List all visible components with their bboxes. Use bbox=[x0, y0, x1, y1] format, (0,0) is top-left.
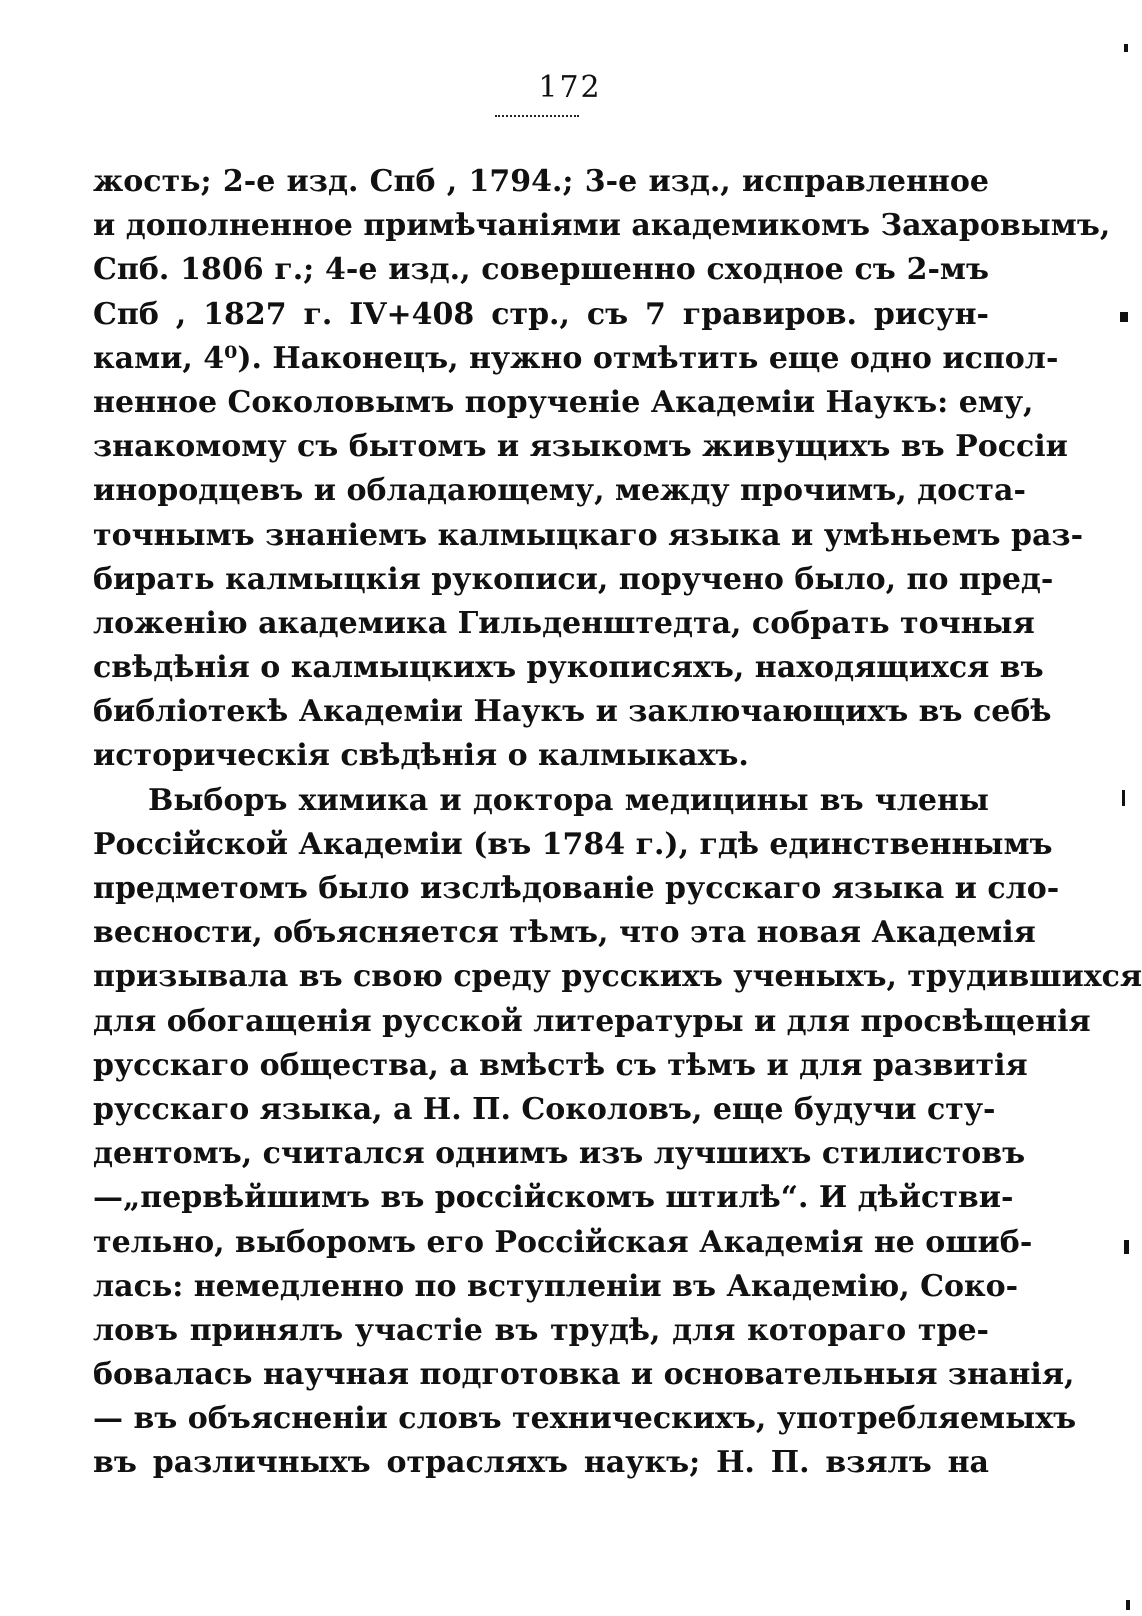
scan-margin-mark bbox=[1120, 312, 1128, 322]
text-line: для обогащенія русской литературы и для просвѣщенія bbox=[93, 1003, 1091, 1039]
text-line: бирать калмыцкія рукописи, поручено было, по пред- bbox=[93, 561, 1054, 597]
text-line: ненное Соколовымъ порученіе Академіи Наукъ: ему, bbox=[93, 384, 1034, 420]
text-line: — въ объясненіи словъ техническихъ, употребляемыхъ bbox=[93, 1401, 1077, 1437]
text-line: Спб. 1806 г.; 4-е изд., совершенно сходное съ 2-мъ bbox=[93, 252, 989, 288]
text-line: бовалась научная подготовка и основательныя знанія, bbox=[93, 1357, 1075, 1393]
scan-margin-mark bbox=[1124, 44, 1128, 52]
page-number: 172 bbox=[538, 70, 602, 105]
text-line: Выборъ химика и доктора медицины въ члены bbox=[148, 782, 989, 818]
text-line: русскаго языка, а Н. П. Соколовъ, еще будучи сту- bbox=[93, 1091, 996, 1127]
scan-margin-mark bbox=[1124, 1240, 1129, 1254]
body-text bbox=[93, 160, 1142, 1486]
text-line: дентомъ, считался однимъ изъ лучшихъ стилистовъ bbox=[93, 1136, 1026, 1172]
text-line: призывала въ свою среду русскихъ ученыхъ, трудившихся bbox=[93, 959, 1142, 995]
text-line: тельно, выборомъ его Россійская Академія не ошиб- bbox=[93, 1224, 1033, 1260]
text-line: ложенію академика Гильденштедта, собрать точныя bbox=[93, 605, 1035, 641]
text-line: предметомъ было изслѣдованіе русскаго языка и сло- bbox=[93, 871, 1060, 906]
text-line: библіотекѣ Академіи Наукъ и заключающихъ въ себѣ bbox=[93, 694, 1052, 730]
text-line: инородцевъ и обладающему, между прочимъ, доста- bbox=[93, 473, 1026, 509]
text-line: въ различныхъ отрасляхъ наукъ; Н. П. взялъ на bbox=[93, 1445, 989, 1481]
text-line: историческія свѣдѣнія о калмыкахъ. bbox=[93, 738, 749, 774]
text-line: ловъ принялъ участіе въ трудѣ, для котораго тре- bbox=[93, 1312, 989, 1348]
text-line: ками, 4⁰). Наконецъ, нужно отмѣтить еще одно испол- bbox=[93, 340, 1059, 376]
text-line: и дополненное примѣчаніями академикомъ Захаровымъ, bbox=[93, 208, 1111, 244]
text-line: лась: немедленно по вступленіи въ Академію, Соко- bbox=[93, 1268, 1019, 1304]
text-line: Спб , 1827 г. IV+408 стр., съ 7 гравиров. рисун- bbox=[93, 296, 989, 332]
scan-margin-mark bbox=[1126, 1600, 1130, 1610]
text-line: знакомому съ бытомъ и языкомъ живущихъ въ Россіи bbox=[93, 429, 1068, 465]
scan-margin-mark bbox=[1122, 790, 1125, 806]
text-line: точнымъ знаніемъ калмыцкаго языка и умѣньемъ раз- bbox=[93, 517, 1084, 553]
page-number-underline bbox=[495, 115, 579, 117]
text-line: жость; 2-е изд. Спб , 1794.; 3-е изд., исправленное bbox=[93, 164, 989, 199]
text-line: свѣдѣнія о калмыцкихъ рукописяхъ, находящихся въ bbox=[93, 650, 1044, 686]
text-line: русскаго общества, а вмѣстѣ съ тѣмъ и для развитія bbox=[93, 1047, 1028, 1083]
text-line: весности, объясняется тѣмъ, что эта новая Академія bbox=[93, 915, 1036, 951]
text-line: —„первѣйшимъ въ россійскомъ штилѣ“. И дѣйстви- bbox=[93, 1180, 1014, 1216]
paragraph-2 bbox=[93, 779, 1142, 1486]
text-line: Россійской Академіи (въ 1784 г.), гдѣ единственнымъ bbox=[93, 826, 1053, 862]
paragraph-1 bbox=[93, 160, 1111, 779]
